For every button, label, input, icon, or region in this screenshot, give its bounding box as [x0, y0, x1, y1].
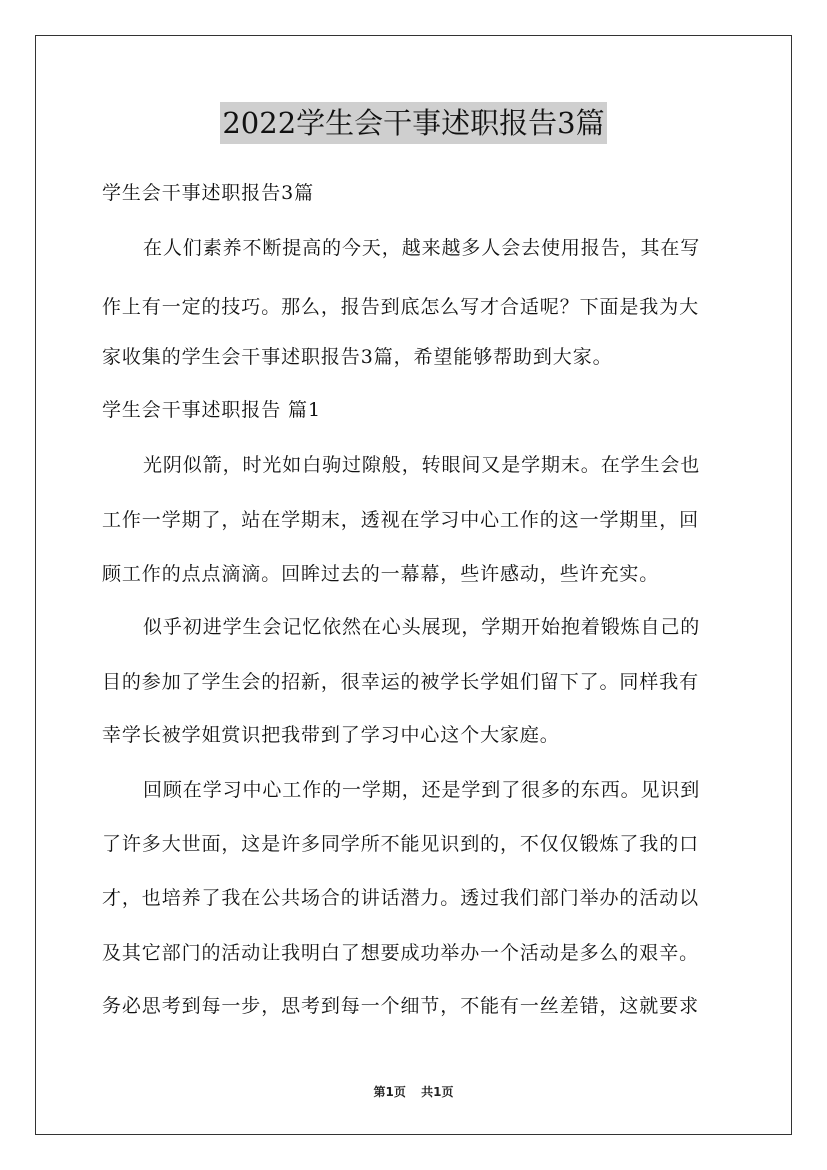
para3-line: 才，也培养了我在公共场合的讲话潜力。透过我们部门举办的活动以 — [102, 887, 700, 909]
para3-line: 了许多大世面，这是许多同学所不能见识到的，不仅仅锻炼了我的口 — [102, 833, 700, 855]
para2-line: 幸学长被学姐赏识把我带到了学习中心这个大家庭。 — [102, 724, 560, 746]
document-title: 2022学生会干事述职报告3篇 — [220, 102, 606, 144]
para2-line: 似乎初进学生会记忆依然在心头展现，学期开始抱着锻炼自己的 — [143, 616, 701, 638]
para3-line: 回顾在学习中心工作的一学期，还是学到了很多的东西。见识到 — [143, 779, 701, 801]
title-wrap — [0, 102, 827, 144]
page-total: 共1页 — [421, 1085, 454, 1099]
para3-line: 务必思考到每一步，思考到每一个细节，不能有一丝差错，这就要求 — [102, 995, 700, 1017]
section-heading: 学生会干事述职报告 篇1 — [102, 399, 321, 421]
intro-line: 作上有一定的技巧。那么，报告到底怎么写才合适呢？下面是我为大 — [102, 296, 700, 318]
subtitle: 学生会干事述职报告3篇 — [102, 182, 314, 204]
para1-line: 顾工作的点点滴滴。回眸过去的一幕幕，些许感动，些许充实。 — [102, 563, 660, 585]
para1-line: 光阴似箭，时光如白驹过隙般，转眼间又是学期末。在学生会也 — [143, 454, 701, 476]
para3-line: 及其它部门的活动让我明白了想要成功举办一个活动是多么的艰辛。 — [102, 942, 700, 964]
intro-line: 家收集的学生会干事述职报告3篇，希望能够帮助到大家。 — [102, 346, 613, 368]
page-number: 第1页 — [373, 1085, 406, 1099]
para1-line: 工作一学期了，站在学期末，透视在学习中心工作的这一学期里，回 — [102, 509, 700, 531]
intro-line: 在人们素养不断提高的今天，越来越多人会去使用报告，其在写 — [143, 237, 701, 259]
para2-line: 目的参加了学生会的招新，很幸运的被学长学姐们留下了。同样我有 — [102, 671, 700, 693]
page-footer — [0, 1083, 827, 1100]
